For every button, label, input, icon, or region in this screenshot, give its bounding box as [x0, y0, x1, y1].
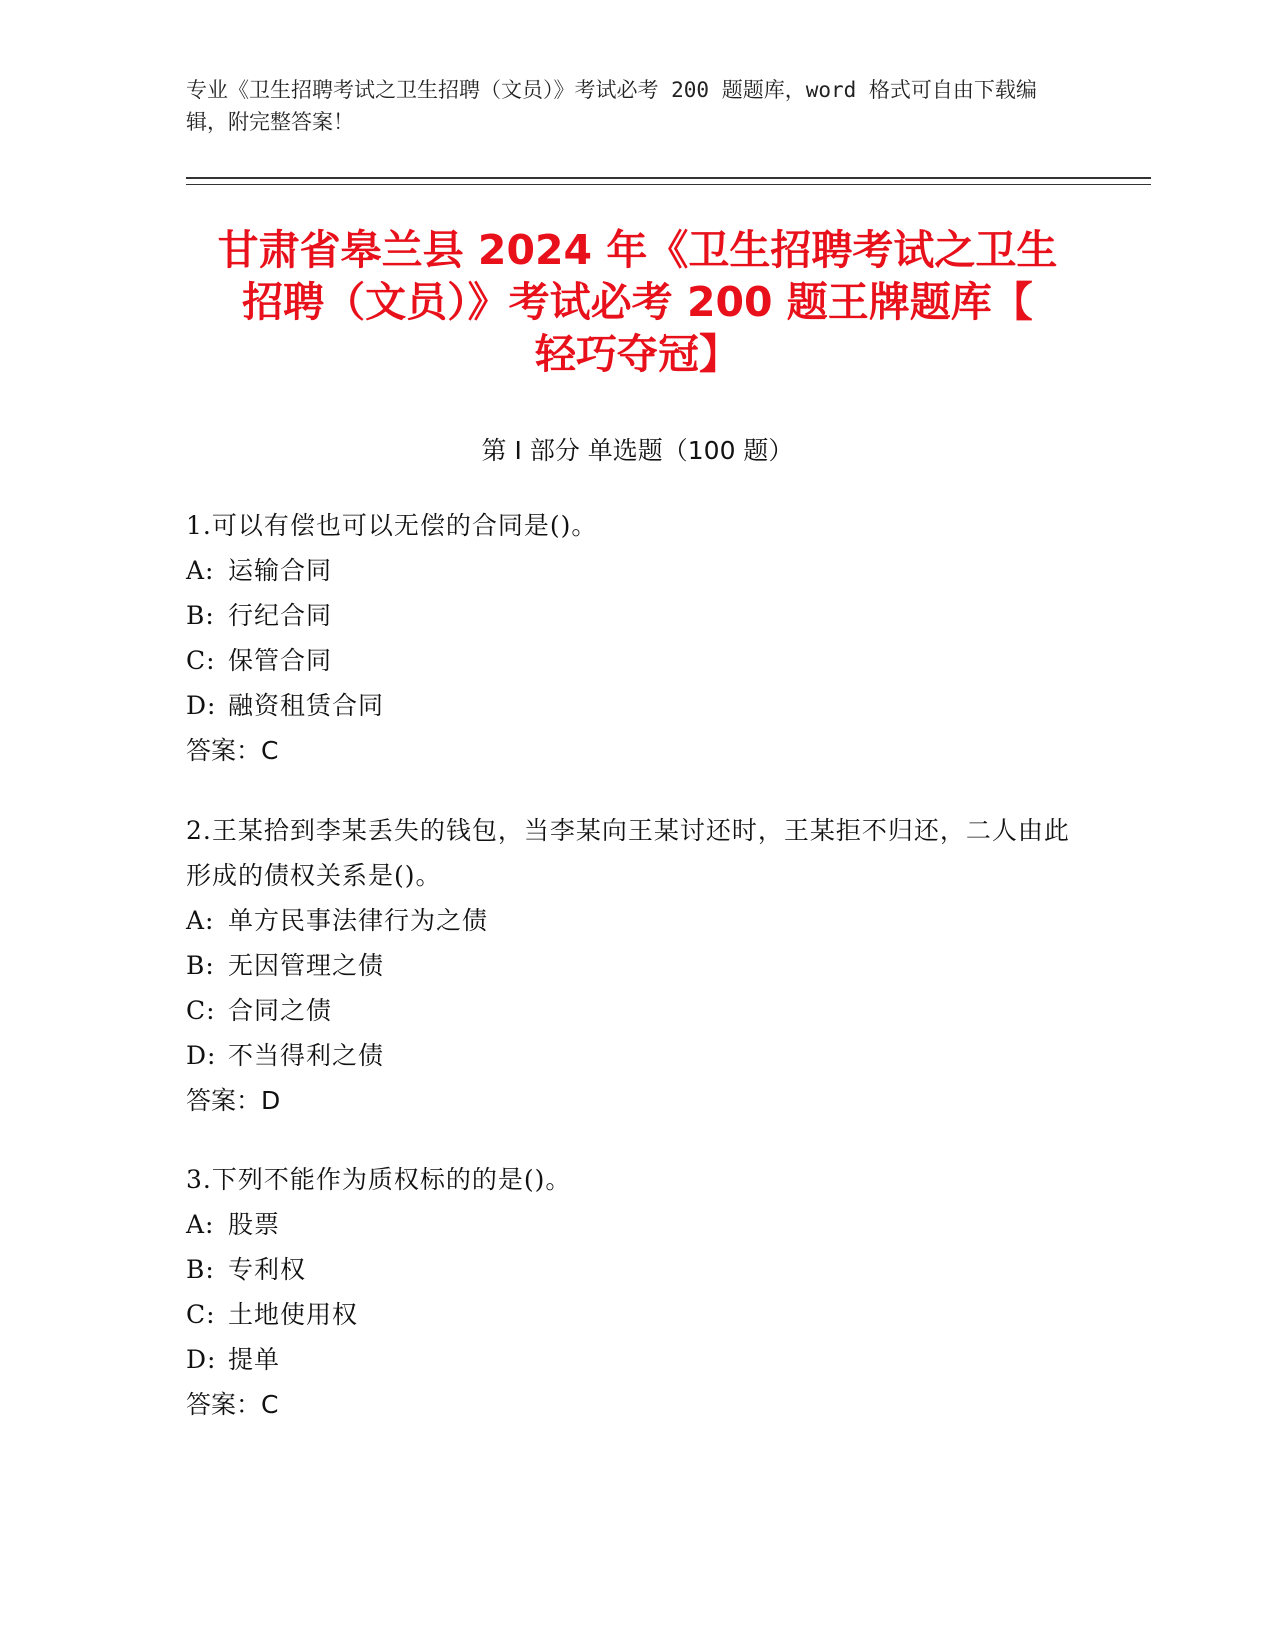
option-key: A:: [186, 556, 215, 585]
option-d: [186, 683, 1086, 728]
answer-line: 答案：C: [186, 736, 279, 765]
section-title: 第 I 部分 单选题（100 题）: [481, 436, 794, 465]
option-text: 提单: [228, 1345, 281, 1374]
option-d: [186, 1033, 1086, 1078]
answer-line: 答案：D: [186, 1086, 281, 1115]
option-d: [186, 1337, 1086, 1382]
option-text: 专利权: [228, 1255, 307, 1284]
question-stem: 2.王某拾到李某丢失的钱包，当李某向王某讨还时，王某拒不归还，二人由此形成的债权关系是()。: [186, 816, 1070, 890]
question-stem: 1.可以有偿也可以无偿的合同是()。: [186, 511, 598, 540]
document-title-line-1: 甘肃省皋兰县 2024 年《卫生招聘考试之卫生: [217, 226, 1058, 274]
header-note: 专业《卫生招聘考试之卫生招聘（文员）》考试必考 200 题题库，word 格式可自由下载编辑，附完整答案！: [186, 78, 1037, 134]
option-text: 行纪合同: [228, 601, 333, 630]
option-key: B:: [186, 1255, 215, 1284]
option-key: A:: [186, 1210, 215, 1239]
option-key: D:: [186, 1345, 217, 1374]
option-b: [186, 1247, 1086, 1292]
option-key: B:: [186, 951, 215, 980]
document-title-line-2: 招聘（文员）》考试必考 200 题王牌题库【: [242, 278, 1033, 326]
option-text: 合同之债: [228, 996, 333, 1025]
option-text: 融资租赁合同: [228, 691, 385, 720]
option-c: [186, 638, 1086, 683]
option-key: C:: [186, 1300, 216, 1329]
question-1: [186, 503, 1086, 773]
option-c: [186, 1292, 1086, 1337]
option-key: C:: [186, 996, 216, 1025]
answer-line: 答案：C: [186, 1390, 279, 1419]
option-key: D:: [186, 1041, 217, 1070]
option-b: [186, 943, 1086, 988]
header-divider-thick: [186, 177, 1151, 179]
option-a: [186, 548, 1086, 593]
option-a: [186, 898, 1086, 943]
question-3: [186, 1157, 1086, 1427]
option-key: C:: [186, 646, 216, 675]
option-key: D:: [186, 691, 217, 720]
document-title-line-3: 轻巧夺冠】: [535, 330, 740, 378]
option-a: [186, 1202, 1086, 1247]
header-divider-thin: [186, 184, 1151, 185]
option-key: A:: [186, 906, 215, 935]
option-text: 土地使用权: [228, 1300, 359, 1329]
option-b: [186, 593, 1086, 638]
option-text: 单方民事法律行为之债: [228, 906, 489, 935]
document-title: [150, 224, 1125, 380]
question-2: [186, 808, 1086, 1123]
option-key: B:: [186, 601, 215, 630]
option-text: 运输合同: [228, 556, 333, 585]
option-text: 保管合同: [228, 646, 333, 675]
option-text: 股票: [228, 1210, 281, 1239]
question-stem: 3.下列不能作为质权标的的是()。: [186, 1165, 572, 1194]
option-text: 不当得利之债: [228, 1041, 385, 1070]
option-text: 无因管理之债: [228, 951, 385, 980]
option-c: [186, 988, 1086, 1033]
